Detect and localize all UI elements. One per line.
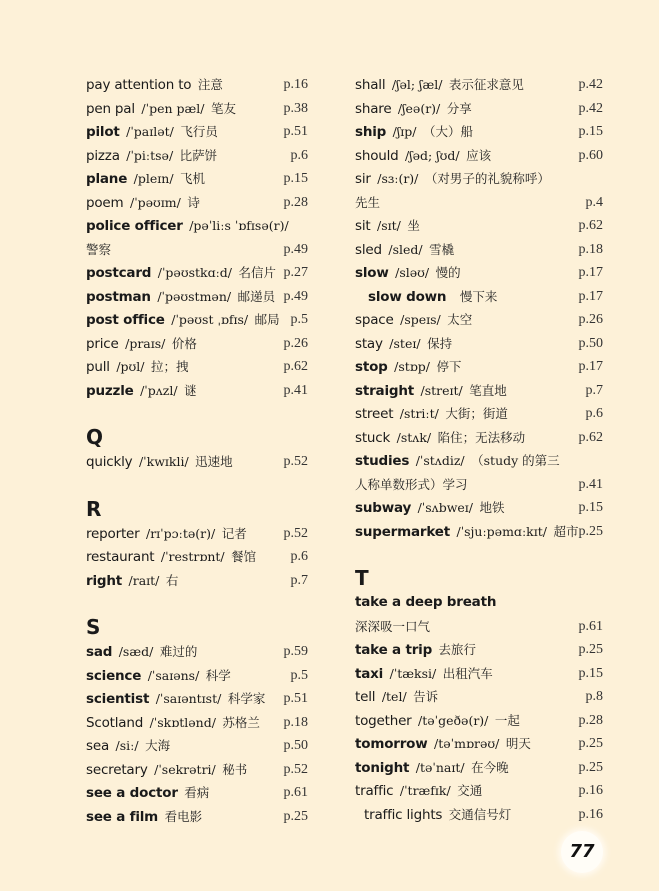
entry-page: p.7: [290, 572, 308, 588]
entry-page: p.15: [578, 500, 603, 515]
entry-reporter: [86, 522, 308, 546]
entry-ipa: /ʃeə(r)/: [397, 100, 441, 116]
entry-word: puzzle: [86, 382, 134, 399]
entry-page: p.25: [578, 642, 603, 657]
entry-sea: [86, 734, 308, 758]
entry-post-office: [86, 308, 308, 332]
entry-tell: [355, 685, 603, 709]
entry-scientist: [86, 687, 308, 711]
entry-ipa: /ˈpəʊstkɑːd/: [157, 265, 233, 280]
entry-ipa: /sɜː(r)/: [377, 171, 419, 186]
entry-page: p.42: [578, 77, 603, 92]
entry-chinese: 先生: [355, 194, 381, 210]
entry-word: see a film: [86, 808, 159, 825]
entry-chinese: 看病: [184, 785, 210, 800]
entry-word: slow down: [368, 288, 447, 305]
entry-page: p.15: [578, 124, 603, 139]
entry-ipa: /ʃɪp/: [392, 124, 417, 139]
entry-ship: [355, 120, 603, 144]
entry-page: p.15: [283, 171, 308, 186]
entry-word: stay: [355, 335, 383, 352]
entry-chinese: 雪橇: [429, 241, 455, 257]
entry-page: p.17: [578, 359, 603, 374]
entry-chinese: 笔友: [210, 100, 236, 116]
entry-shall: [355, 73, 603, 97]
left-column: [86, 73, 308, 828]
entry-chinese: 飞机: [180, 171, 206, 186]
entry-page: p.8: [585, 689, 603, 704]
entry-chinese: 拉；拽: [151, 359, 189, 374]
entry-word: right: [86, 572, 123, 589]
entry-tonight: [355, 756, 603, 780]
entry-pay-attention-to: [86, 73, 308, 97]
entry-page: p.27: [283, 265, 308, 280]
entry-page: p.18: [578, 241, 603, 257]
entry-page: p.62: [283, 359, 308, 374]
entry-secretary: [86, 758, 308, 782]
entry-ipa: /sæd/: [118, 644, 154, 659]
entry-ipa: /ˈpaɪlət/: [126, 124, 174, 139]
entry-ipa: /sləʊ/: [395, 265, 430, 280]
entry-should: [355, 144, 603, 168]
entry-word: sled: [355, 241, 382, 258]
entry-stay: [355, 332, 603, 356]
section-heading-r: R: [86, 496, 102, 521]
entry-word: restaurant: [86, 549, 155, 565]
entry-chinese: 大海: [145, 738, 171, 753]
entry-page: p.26: [578, 312, 603, 327]
entry-scotland: [86, 711, 308, 735]
page-number-badge: 77: [561, 831, 603, 873]
entry-chinese: 人称单数形式）学习: [355, 476, 468, 492]
entry-chinese: 记者: [221, 525, 247, 541]
entry-page: p.6: [290, 549, 308, 564]
entry-postcard: [86, 261, 308, 285]
entry-ipa: /ˈrestrɒnt/: [160, 549, 225, 564]
entry-page: p.18: [283, 714, 308, 730]
entry-right: [86, 569, 308, 593]
entry-chinese: 名信片: [238, 265, 277, 280]
entry-page: p.52: [283, 761, 308, 777]
section-heading-q: Q: [86, 425, 104, 449]
entry-pilot: [86, 120, 308, 144]
entry-ipa: /striːt/: [399, 406, 439, 421]
entry-ipa: /ˈsʌbweɪ/: [417, 500, 474, 515]
entry-sir-cont: [355, 191, 603, 215]
right-column: [355, 73, 603, 826]
entry-word: plane: [86, 171, 128, 187]
entry-page: p.16: [578, 783, 603, 798]
entry-chinese: 秘书: [222, 761, 248, 777]
entry-together: [355, 709, 603, 733]
entry-word: slow: [355, 265, 389, 281]
entry-take-a-deep-breath-cont: [355, 615, 603, 639]
entry-poem: [86, 191, 308, 215]
entry-space: [355, 308, 603, 332]
entry-word: postman: [86, 288, 151, 305]
entry-word: straight: [355, 382, 415, 399]
entry-chinese: 诗: [187, 194, 200, 210]
entry-ipa: /stʌk/: [396, 429, 432, 445]
entry-ipa: /sled/: [388, 241, 423, 257]
entry-ipa: /ʃəl; ʃæl/: [391, 77, 443, 92]
entry-ipa: /pəˈliːs ˈɒfɪsə(r)/: [189, 218, 289, 233]
entry-word: share: [355, 100, 392, 117]
entry-word: police officer: [86, 218, 183, 234]
entry-page: p.5: [290, 312, 308, 327]
entry-chinese: 慢的: [435, 265, 461, 280]
entry-page: p.17: [578, 265, 603, 280]
entry-ipa: /ˈstʌdiz/: [415, 453, 465, 468]
entry-ipa: /təˈmɒrəʊ/: [434, 736, 500, 751]
entry-word: supermarket: [355, 523, 450, 540]
entry-word: sea: [86, 738, 110, 754]
entry-ipa: /ˈpiːtsə/: [126, 147, 174, 163]
entry-traffic-lights: [355, 803, 603, 827]
entry-word: ship: [355, 124, 387, 140]
entry-page: p.25: [578, 523, 603, 539]
entry-page: p.62: [578, 218, 603, 233]
entry-word: postcard: [86, 265, 152, 281]
entry-word: stop: [355, 359, 388, 375]
entry-word: shall: [355, 77, 386, 93]
entry-ipa: /steɪ/: [389, 335, 421, 351]
entry-word: tonight: [355, 759, 410, 776]
entry-police-officer-cont: [86, 238, 308, 262]
entry-page: p.60: [578, 147, 603, 163]
entry-chinese: 超市: [553, 523, 579, 539]
entry-studies-cont: [355, 473, 603, 497]
section-heading-t: T: [355, 566, 369, 590]
entry-ipa: /raɪt/: [128, 572, 160, 588]
entry-ipa: /ʃəd; ʃʊd/: [405, 147, 460, 163]
entry-subway: [355, 496, 603, 520]
entry-tomorrow: [355, 732, 603, 756]
entry-traffic: [355, 779, 603, 803]
entry-word: poem: [86, 194, 124, 211]
entry-sad: [86, 640, 308, 664]
entry-page: p.41: [283, 382, 308, 398]
entry-chinese: 表示征求意见: [448, 77, 524, 92]
entry-chinese: 科学家: [227, 691, 266, 706]
entry-supermarket: [355, 520, 603, 544]
entry-word: price: [86, 335, 119, 352]
entry-page: p.6: [290, 147, 308, 163]
entry-chinese: 去旅行: [438, 642, 477, 657]
entry-straight: [355, 379, 603, 403]
entry-ipa: /ˈskɒtlənd/: [149, 714, 216, 730]
entry-chinese: 注意: [197, 77, 223, 92]
entry-page: p.25: [578, 759, 603, 775]
entry-quickly: [86, 450, 308, 474]
entry-take-a-deep-breath: [355, 591, 603, 615]
entry-restaurant: [86, 545, 308, 569]
entry-chinese: 价格: [171, 335, 197, 351]
entry-word: pay attention to: [86, 77, 192, 93]
entry-taxi: [355, 662, 603, 686]
entry-word: sir: [355, 171, 371, 187]
entry-ipa: /praɪs/: [125, 335, 166, 351]
entry-sled: [355, 238, 603, 262]
entry-chinese: 应该: [466, 147, 492, 163]
entry-page: p.61: [283, 785, 308, 800]
entry-pizza: [86, 144, 308, 168]
entry-stuck: [355, 426, 603, 450]
entry-ipa: /streɪt/: [420, 382, 463, 398]
entry-chinese: 陷住；无法移动: [437, 429, 526, 445]
entry-word: post office: [86, 312, 165, 328]
entry-page: p.16: [283, 77, 308, 92]
entry-sir: [355, 167, 603, 191]
entry-chinese: 餐馆: [231, 549, 257, 564]
entry-page: p.7: [585, 382, 603, 398]
entry-pen-pal: [86, 97, 308, 121]
entry-chinese: 深深吸一口气: [355, 618, 431, 634]
entry-word: taxi: [355, 665, 384, 682]
entry-chinese: 保持: [427, 335, 453, 351]
entry-ipa: /siː/: [115, 738, 139, 753]
entry-page: p.59: [283, 644, 308, 659]
entry-studies: [355, 449, 603, 473]
entry-ipa: /sɪt/: [376, 218, 401, 233]
entry-chinese: 告诉: [413, 689, 439, 704]
entry-chinese: 邮递员: [237, 288, 276, 304]
entry-chinese: 看电影: [164, 808, 203, 824]
entry-word: quickly: [86, 454, 133, 470]
entry-chinese: 谜: [184, 382, 197, 398]
section-heading-s: S: [86, 615, 101, 639]
entry-word: tell: [355, 689, 376, 705]
entry-page: p.42: [578, 100, 603, 116]
entry-word: pull: [86, 359, 110, 375]
entry-sit: [355, 214, 603, 238]
entry-chinese: （对男子的礼貌称呼）: [424, 171, 550, 186]
entry-page: p.51: [283, 124, 308, 139]
entry-chinese: 停下: [436, 359, 462, 374]
entry-word: sit: [355, 218, 371, 234]
entry-chinese: 坐: [407, 218, 420, 233]
entry-word: street: [355, 406, 394, 422]
entry-ipa: /ˈpəʊst ˌɒfɪs/: [171, 312, 249, 327]
entry-slow-down: [355, 285, 603, 309]
entry-word: pizza: [86, 147, 120, 164]
entry-page: p.52: [283, 454, 308, 469]
entry-word: sad: [86, 644, 113, 660]
entry-ipa: /tel/: [381, 689, 407, 704]
entry-ipa: /ˈtæksi/: [389, 665, 437, 681]
entry-word: scientist: [86, 691, 150, 707]
entry-ipa: /rɪˈpɔːtə(r)/: [146, 525, 216, 541]
entry-chinese: 交通: [457, 783, 483, 798]
entry-chinese: 太空: [447, 312, 473, 327]
entry-ipa: /pleɪn/: [133, 171, 174, 186]
entry-slow: [355, 261, 603, 285]
entry-page: p.25: [283, 808, 308, 824]
entry-word: Scotland: [86, 714, 144, 731]
entry-page: p.38: [283, 100, 308, 116]
entry-word: traffic lights: [364, 806, 443, 823]
entry-page: p.28: [283, 194, 308, 210]
entry-ipa: /ˈpen pæl/: [141, 100, 205, 116]
entry-chinese: 出租汽车: [442, 665, 493, 681]
entry-word: take a trip: [355, 642, 433, 658]
entry-chinese: 交通信号灯: [448, 806, 512, 822]
entry-word: tomorrow: [355, 736, 428, 752]
entry-ipa: /ˈtræfɪk/: [399, 783, 451, 798]
entry-word: should: [355, 147, 399, 164]
entry-word: take a deep breath: [355, 594, 497, 610]
entry-page: p.26: [283, 335, 308, 351]
entry-ipa: /ˈpəʊstmən/: [157, 288, 232, 304]
entry-page: p.25: [578, 736, 603, 751]
entry-ipa: /ˈsaɪəntɪst/: [155, 691, 222, 706]
entry-share: [355, 97, 603, 121]
entry-chinese: 迅速地: [195, 454, 233, 469]
entry-page: p.15: [578, 665, 603, 681]
entry-page: p.52: [283, 525, 308, 541]
entry-chinese: 在今晚: [471, 759, 509, 775]
entry-chinese: 地铁: [479, 500, 505, 515]
entry-page: p.41: [578, 476, 603, 492]
entry-word: traffic: [355, 783, 394, 799]
entry-ipa: /ˈsekrətri/: [154, 761, 216, 777]
entry-page: p.61: [578, 618, 603, 634]
entry-word: science: [86, 667, 142, 684]
entry-ipa: /stɒp/: [394, 359, 431, 374]
entry-chinese: （大）船: [422, 124, 473, 139]
entry-chinese: 大街；街道: [445, 406, 508, 421]
entry-ipa: /ˈsjuːpəmɑːkɪt/: [456, 523, 547, 539]
entry-ipa: /təˈgeðə(r)/: [418, 712, 489, 728]
entry-chinese: 明天: [505, 736, 531, 751]
entry-postman: [86, 285, 308, 309]
entry-chinese: 科学: [205, 667, 231, 683]
entry-page: p.49: [283, 288, 308, 304]
entry-ipa: /speɪs/: [400, 312, 441, 327]
entry-stop: [355, 355, 603, 379]
entry-page: p.50: [283, 738, 308, 753]
entry-word: pilot: [86, 124, 120, 140]
entry-chinese: 分享: [446, 100, 472, 116]
entry-see-a-doctor: [86, 781, 308, 805]
entry-pull: [86, 355, 308, 379]
entry-ipa: /pʊl/: [116, 359, 145, 374]
entry-chinese: 慢下来: [459, 288, 498, 304]
entry-word: reporter: [86, 525, 140, 542]
entry-ipa: /ˈsaɪəns/: [147, 667, 200, 683]
entry-ipa: /ˈkwɪkli/: [138, 454, 189, 469]
entry-page: p.62: [578, 429, 603, 445]
entry-ipa: /təˈnaɪt/: [415, 759, 465, 775]
entry-word: pen pal: [86, 100, 135, 117]
entry-chinese: （study 的第三: [471, 453, 560, 468]
entry-plane: [86, 167, 308, 191]
entry-puzzle: [86, 379, 308, 403]
entry-chinese: 飞行员: [180, 124, 218, 139]
entry-chinese: 笔直地: [469, 382, 507, 398]
entry-word: together: [355, 712, 412, 729]
entry-word: subway: [355, 500, 412, 516]
entry-word: studies: [355, 453, 410, 469]
entry-ipa: /ˈpəʊɪm/: [130, 194, 181, 210]
entry-page: p.5: [290, 667, 308, 683]
entry-chinese: 右: [165, 572, 179, 588]
entry-police-officer: [86, 214, 308, 238]
entry-ipa: /ˈpʌzl/: [140, 382, 178, 398]
entry-chinese: 邮局: [254, 312, 280, 327]
entry-word: stuck: [355, 429, 391, 446]
entry-page: p.49: [283, 241, 308, 257]
entry-page: p.16: [578, 806, 603, 822]
entry-page: p.51: [283, 691, 308, 706]
entry-science: [86, 664, 308, 688]
entry-page: p.17: [578, 288, 603, 304]
entry-page: p.4: [585, 194, 603, 210]
entry-street: [355, 402, 603, 426]
entry-chinese: 比萨饼: [179, 147, 218, 163]
entry-word: secretary: [86, 761, 148, 778]
entry-page: p.50: [578, 335, 603, 351]
entry-page: p.28: [578, 712, 603, 728]
entry-chinese: 苏格兰: [222, 714, 260, 730]
entry-take-a-trip: [355, 638, 603, 662]
entry-chinese: 难过的: [159, 644, 198, 659]
entry-price: [86, 332, 308, 356]
entry-word: space: [355, 312, 394, 328]
entry-chinese: 一起: [494, 712, 520, 728]
entry-word: see a doctor: [86, 785, 178, 801]
entry-chinese: 警察: [86, 241, 112, 257]
entry-see-a-film: [86, 805, 308, 829]
entry-page: p.6: [585, 406, 603, 421]
